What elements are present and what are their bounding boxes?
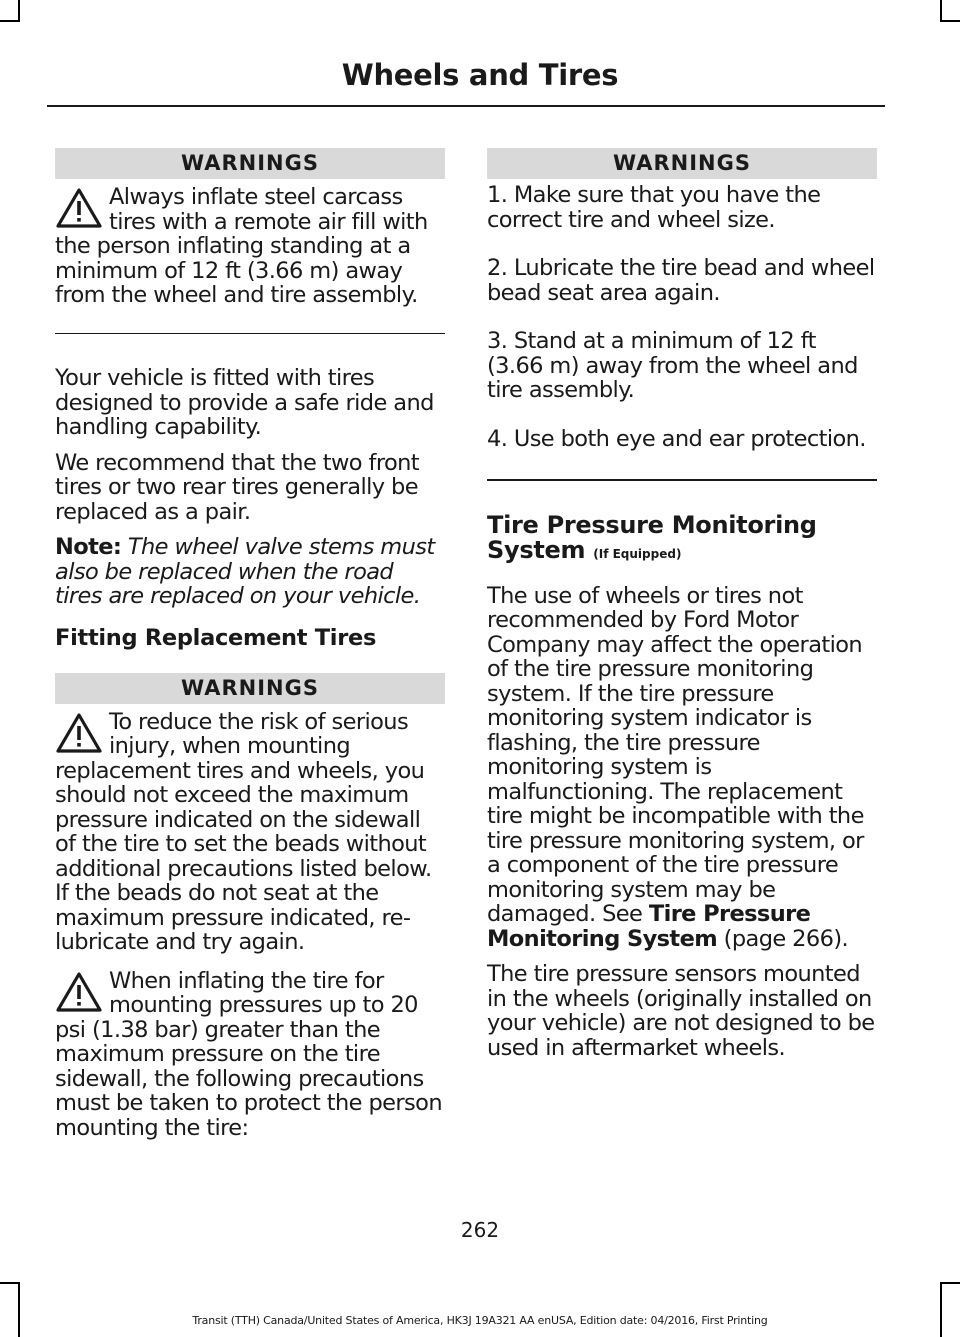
step-item: 4. Use both eye and ear protection. <box>487 425 866 452</box>
warning-text: Always inflate steel carcass tires with a remote air fill with the person inflating standing at a minimum of 12 ft (3.66 m) away from the wheel and tire assembly. <box>55 184 428 308</box>
section-divider <box>55 333 445 335</box>
crop-mark <box>940 1282 960 1284</box>
crop-mark <box>18 0 20 22</box>
crop-mark <box>18 1282 20 1337</box>
step-item: 1. Make sure that you have the correct tire and wheel size. <box>487 182 821 233</box>
warning-triangle-icon <box>55 187 103 229</box>
section-heading <box>487 510 877 567</box>
section-divider <box>487 479 877 481</box>
warning-triangle-icon <box>55 971 103 1013</box>
crop-mark <box>0 1282 20 1284</box>
paragraph <box>487 584 877 952</box>
left-column <box>55 148 445 1140</box>
crop-mark <box>940 0 942 22</box>
header-divider <box>47 105 885 107</box>
warning-item <box>55 969 445 1141</box>
heading-main: Tire Pressure Monitoring System <box>487 510 817 564</box>
note-text: The wheel valve stems must also be replaced when the road tires are replaced on your vehicle. <box>55 534 435 609</box>
page-number: 262 <box>460 1218 500 1242</box>
section-heading: Fitting Replacement Tires <box>55 624 377 651</box>
warning-item <box>55 185 445 308</box>
paragraph-text: The use of wheels or tires not recommended by Ford Motor Company may affect the operation of the tire pressure monitoring system. If the tire pressure monitoring system indicator is flashing, the tire pressure monitoring system is malfunctioning. The replacement tire might be incompatible with the tire pressure monitoring system, or a component of the tire pressure monitoring system may be damaged. See <box>487 582 864 927</box>
cross-reference-link[interactable]: Tire Pressure Monitoring System <box>487 901 811 952</box>
warnings-heading: WARNINGS <box>55 673 445 704</box>
warning-text: To reduce the risk of serious injury, when mounting replacement tires and wheels, you should not exceed the maximum pressure indicated on the sidewall of the tire to set the beads without additional precautions listed below. If the beads do not seat at the maximum pressure indicated, re-lubricate and try again. <box>55 708 432 955</box>
warning-triangle-icon <box>55 712 103 754</box>
step-item: 2. Lubricate the tire bead and wheel bead seat area again. <box>487 255 875 306</box>
page-title: Wheels and Tires <box>341 58 619 92</box>
warning-item <box>55 710 445 955</box>
paragraph: We recommend that the two front tires or two rear tires generally be replaced as a pair. <box>55 449 420 525</box>
warnings-heading: WARNINGS <box>55 148 445 179</box>
crop-mark <box>940 1282 942 1337</box>
note-label: Note: <box>55 534 122 560</box>
paragraph: The tire pressure sensors mounted in the wheels (originally installed on your vehicle) are not designed to be used in aftermarket wheels. <box>487 961 875 1061</box>
page-reference: (page 266). <box>723 925 849 952</box>
heading-qualifier: (If Equipped) <box>593 546 682 561</box>
warnings-heading: WARNINGS <box>487 148 877 179</box>
warning-text: When inflating the tire for mounting pressures up to 20 psi (1.38 bar) greater than the maximum pressure on the tire sidewall, the following precautions must be taken to protect the person mounting the tire: <box>55 967 442 1141</box>
crop-mark <box>0 20 20 22</box>
right-column <box>487 148 877 1060</box>
paragraph: Your vehicle is fitted with tires designed to provide a safe ride and handling capability. <box>55 365 434 440</box>
note <box>55 535 445 609</box>
step-item: 3. Stand at a minimum of 12 ft (3.66 m) away from the wheel and tire assembly. <box>487 328 858 403</box>
footer-text: Transit (TTH) Canada/United States of America, HK3J 19A321 AA enUSA, Edition date: 04/2016, First Printing <box>192 1314 768 1327</box>
crop-mark <box>940 20 960 22</box>
